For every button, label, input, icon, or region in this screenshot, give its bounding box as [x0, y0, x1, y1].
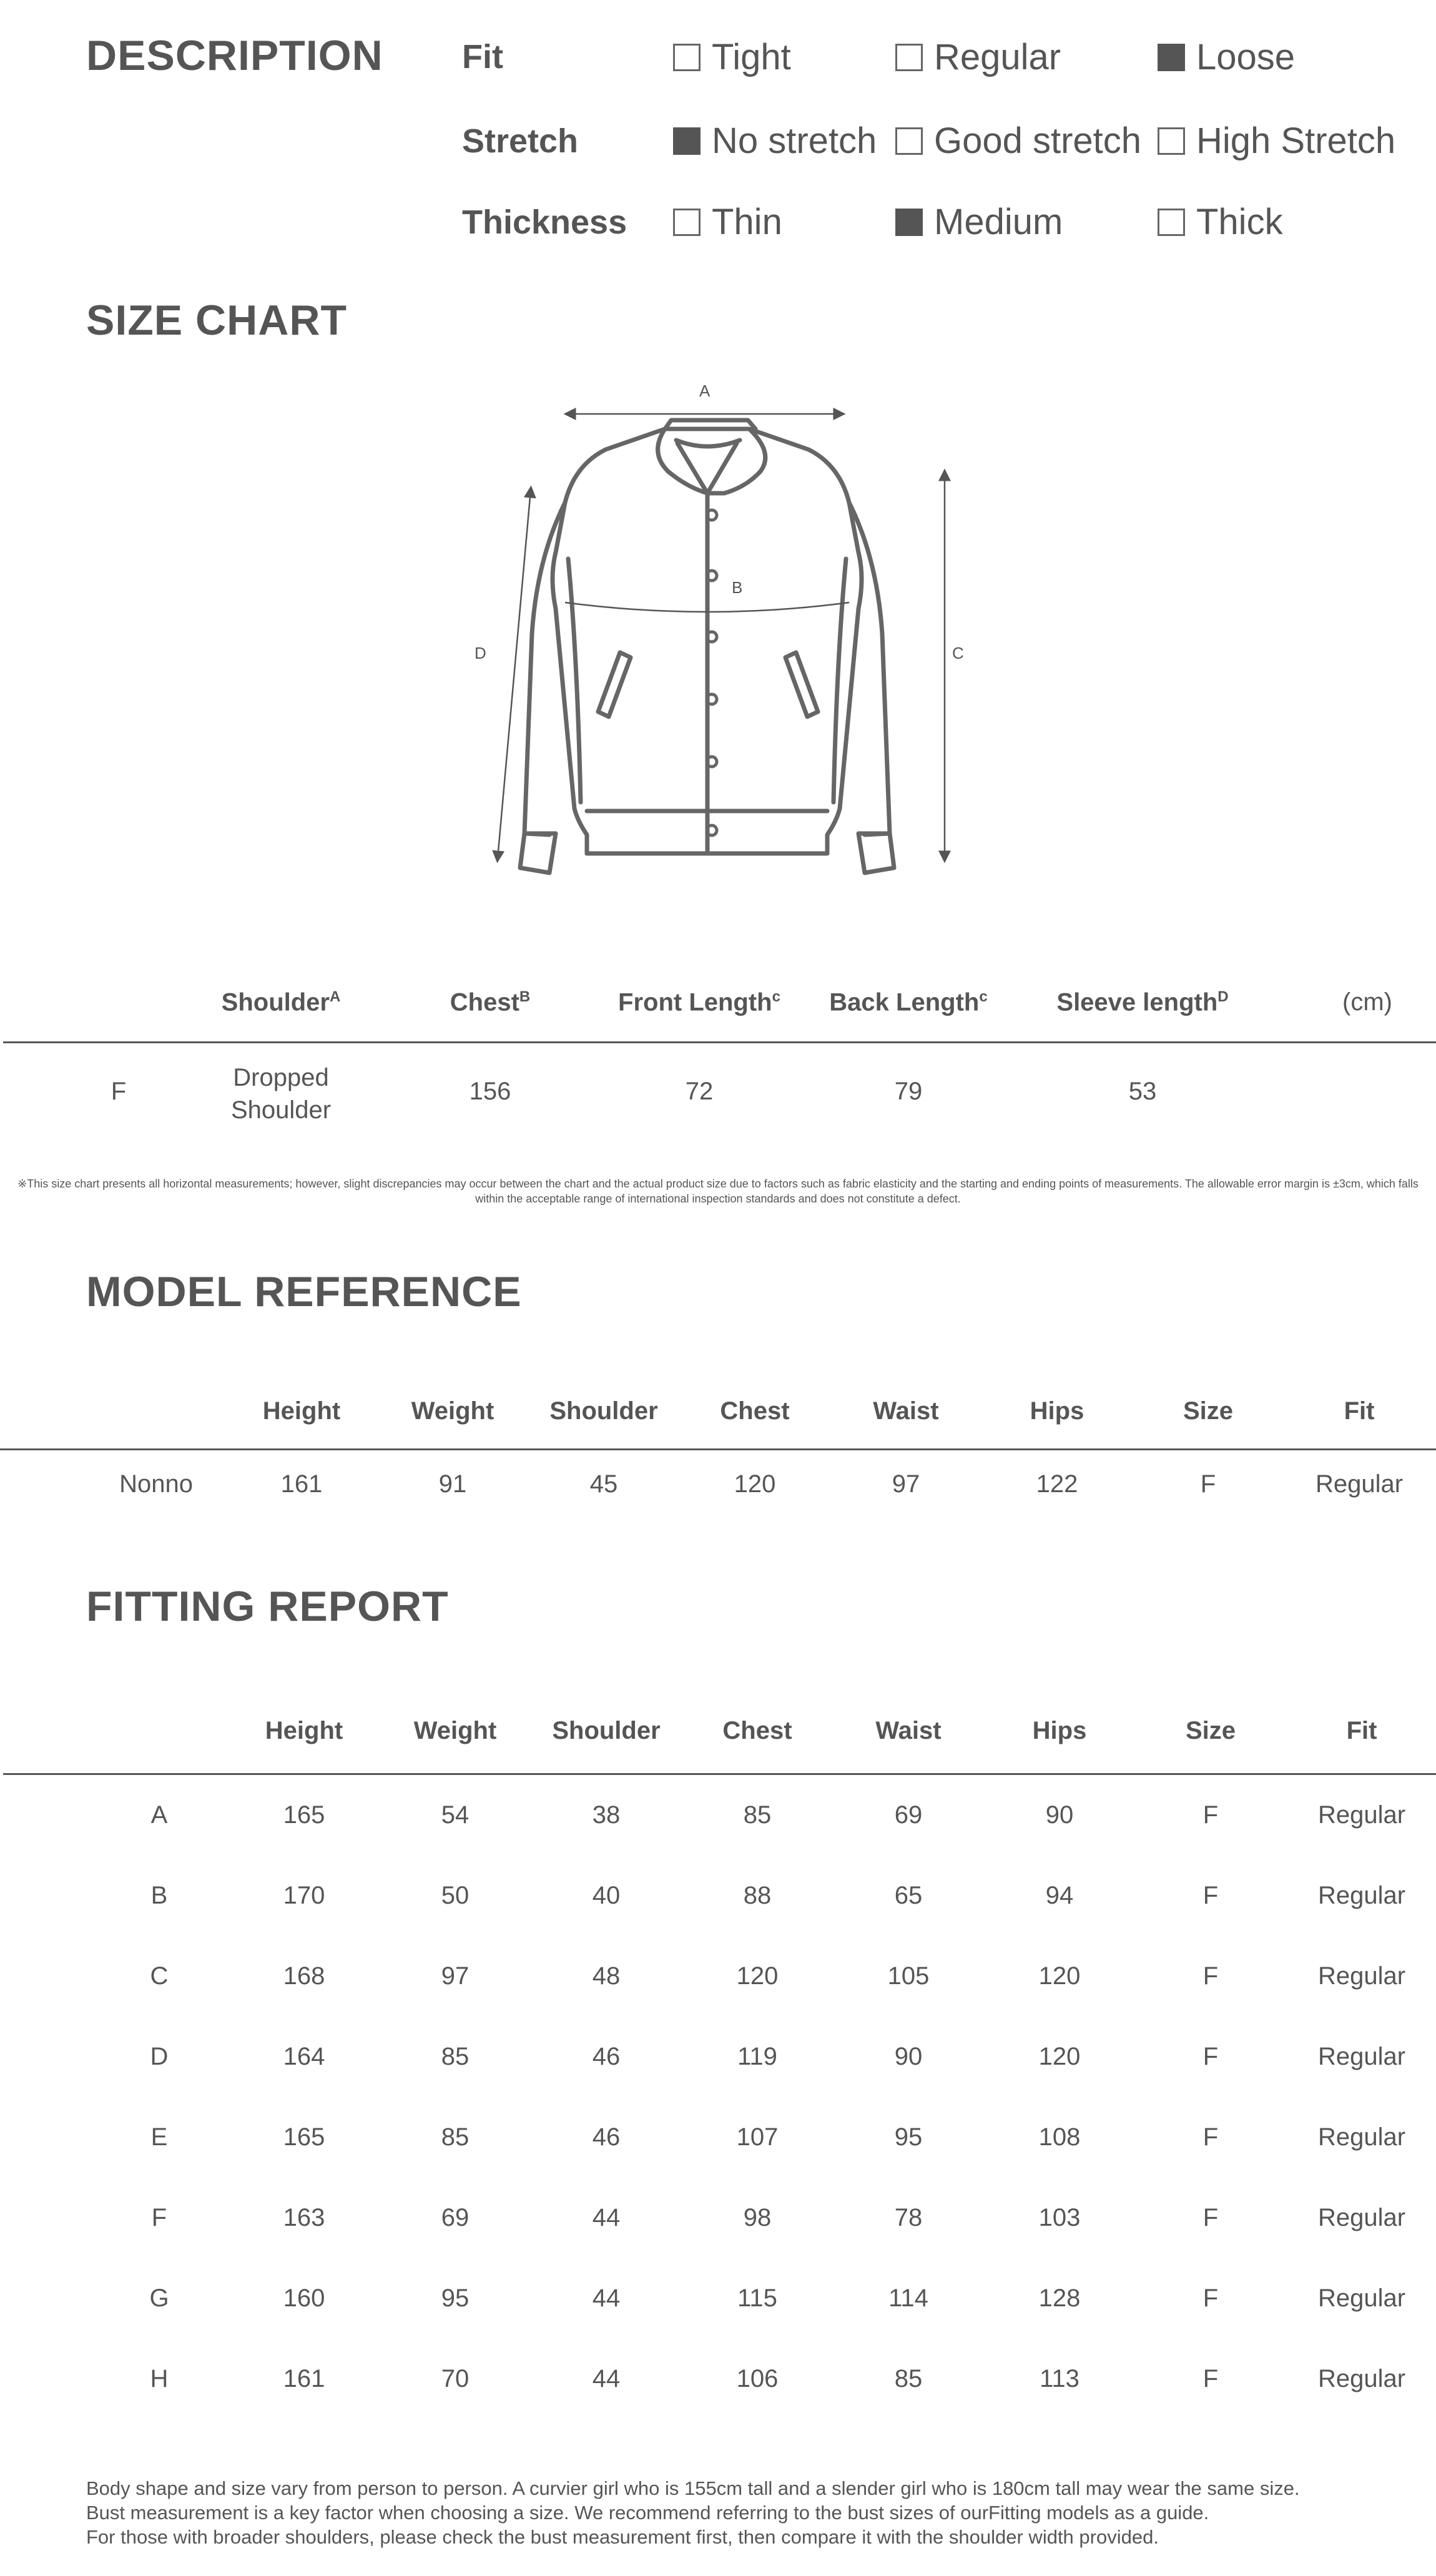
table-cell: 119: [737, 2043, 777, 2070]
table-cell: F: [1202, 2123, 1219, 2151]
table-cell: 97: [441, 1962, 470, 1990]
table-cell: 103: [1038, 2204, 1081, 2231]
table-cell: 113: [1040, 2365, 1079, 2392]
table-cell: 70: [441, 2365, 470, 2392]
table-cell: F: [1202, 2365, 1219, 2392]
table-cell: F: [1202, 2043, 1219, 2070]
table-cell: 98: [743, 2204, 772, 2231]
table-cell: Regular: [1317, 2204, 1406, 2231]
back-length-cell: 79: [894, 1078, 923, 1105]
table-cell: 160: [283, 2284, 325, 2312]
fit-option-loose[interactable]: [1158, 36, 1295, 78]
table-cell: 114: [888, 2284, 928, 2312]
table-cell: 44: [592, 2204, 621, 2231]
diagram-label-d: D: [475, 644, 486, 662]
chest-cell: 156: [469, 1078, 511, 1105]
header-back-length: Back Length$^c$: [829, 988, 988, 1016]
model-hips-cell: 122: [1036, 1470, 1078, 1498]
table-cell: 85: [441, 2123, 470, 2151]
table-cell: Regular: [1317, 1882, 1406, 1909]
checkbox-icon: [673, 209, 701, 236]
header-shoulder: Shoulder: [549, 1397, 658, 1425]
shoulder-line2: Shoulder: [230, 1096, 332, 1124]
table-cell: 38: [592, 1801, 621, 1829]
unit-label: (cm): [1342, 988, 1392, 1016]
stretch-option-good-stretch[interactable]: [895, 120, 1141, 162]
header-chest: Chest: [720, 1397, 790, 1425]
tester-name-cell: A: [150, 1801, 168, 1829]
jacket-diagram-icon: [462, 371, 974, 890]
table-cell: 108: [1038, 2123, 1081, 2151]
diagram-label-c: C: [952, 644, 964, 662]
table-cell: 165: [283, 2123, 325, 2151]
option-label: Good stretch: [934, 120, 1142, 161]
table-cell: F: [1202, 2284, 1219, 2312]
table-cell: 85: [894, 2365, 923, 2392]
thickness-option-medium[interactable]: [895, 201, 1063, 243]
table-cell: 88: [743, 1882, 772, 1909]
model-shoulder-cell: 45: [589, 1470, 618, 1498]
option-label: No stretch: [712, 120, 877, 161]
model-fit-cell: Regular: [1315, 1470, 1404, 1498]
model-name-cell: Nonno: [119, 1470, 193, 1498]
header-front-length: Front Length$^c$: [618, 988, 780, 1016]
tester-name-cell: B: [150, 1882, 168, 1909]
table-cell: F: [1202, 1882, 1219, 1909]
option-label: Thick: [1196, 202, 1283, 242]
table-cell: 78: [894, 2204, 923, 2231]
header-height: Height: [265, 1717, 343, 1744]
table-cell: 90: [894, 2043, 923, 2070]
model-reference-title: MODEL REFERENCE: [86, 1268, 522, 1315]
table-cell: 69: [441, 2204, 470, 2231]
table-cell: Regular: [1317, 1801, 1406, 1829]
checkbox-checked-icon: [895, 209, 923, 236]
table-cell: 165: [283, 1801, 325, 1829]
header-hips: Hips: [1030, 1397, 1084, 1425]
thickness-option-thin[interactable]: [673, 201, 782, 243]
tester-name-cell: E: [150, 2123, 168, 2151]
table-cell: F: [1202, 1801, 1219, 1829]
footer-note: [86, 2476, 1300, 2549]
table-cell: Regular: [1317, 2123, 1406, 2151]
size-chart-title: SIZE CHART: [86, 297, 347, 344]
header-hips: Hips: [1032, 1717, 1087, 1744]
header-shoulder: Shoulder$^A$: [221, 988, 341, 1016]
table-divider: [3, 1773, 1436, 1775]
checkbox-icon: [673, 44, 701, 71]
checkbox-icon: [1158, 127, 1185, 155]
model-weight-cell: 91: [438, 1470, 467, 1498]
table-cell: 115: [737, 2284, 777, 2312]
checkbox-checked-icon: [1158, 44, 1185, 71]
table-cell: 170: [283, 1882, 325, 1909]
header-fit: Fit: [1346, 1717, 1377, 1744]
model-chest-cell: 120: [734, 1470, 776, 1498]
header-weight: Weight: [413, 1717, 497, 1744]
header-fit: Fit: [1344, 1397, 1375, 1425]
table-cell: 69: [894, 1801, 923, 1829]
footer-line-3: For those with broader shoulders, please check the bust measurement first, then compare it with the shoulder width provided.: [86, 2526, 1159, 2548]
header-chest: Chest$^B$: [450, 988, 531, 1016]
table-divider: [3, 1041, 1436, 1043]
fit-option-regular[interactable]: [895, 36, 1061, 78]
diagram-label-a: A: [699, 381, 711, 400]
option-label: Medium: [934, 202, 1063, 242]
table-cell: 128: [1038, 2284, 1081, 2312]
table-cell: 90: [1045, 1801, 1074, 1829]
header-weight: Weight: [411, 1397, 494, 1425]
stretch-option-high-stretch[interactable]: [1158, 120, 1395, 162]
option-label: Tight: [712, 37, 791, 77]
header-height: Height: [262, 1397, 341, 1425]
thickness-option-thick[interactable]: [1158, 201, 1283, 243]
diagram-label-b: B: [732, 578, 743, 597]
table-cell: 46: [592, 2123, 621, 2151]
table-cell: 54: [441, 1801, 470, 1829]
tester-name-cell: H: [150, 2365, 169, 2392]
header-size: Size: [1185, 1717, 1236, 1744]
tester-name-cell: C: [150, 1962, 169, 1990]
table-cell: F: [1202, 1962, 1219, 1990]
footer-line-1: Body shape and size vary from person to person. A curvier girl who is 155cm tall and a slender girl who is 180cm tall may wear the same size.: [86, 2477, 1300, 2499]
option-label: Loose: [1196, 37, 1296, 77]
fitting-report-title: FITTING REPORT: [86, 1583, 449, 1630]
table-cell: Regular: [1317, 2284, 1406, 2312]
model-size-cell: F: [1200, 1470, 1216, 1498]
stretch-option-no-stretch[interactable]: [673, 120, 877, 162]
table-cell: Regular: [1317, 1962, 1406, 1990]
fit-label: Fit: [462, 38, 503, 76]
checkbox-icon: [895, 44, 923, 71]
tester-name-cell: F: [151, 2204, 167, 2231]
header-waist: Waist: [873, 1397, 939, 1425]
header-size: Size: [1183, 1397, 1234, 1425]
table-cell: 106: [736, 2365, 779, 2392]
size-cell: F: [111, 1078, 127, 1105]
table-cell: 46: [592, 2043, 621, 2070]
model-waist-cell: 97: [892, 1470, 920, 1498]
checkbox-icon: [1158, 209, 1185, 236]
checkbox-checked-icon: [673, 127, 701, 155]
table-cell: 48: [592, 1962, 621, 1990]
shoulder-line1: Dropped: [233, 1064, 329, 1091]
table-cell: Regular: [1317, 2043, 1406, 2070]
table-cell: 168: [283, 1962, 325, 1990]
table-cell: 120: [736, 1962, 779, 1990]
shoulder-cell: [187, 1061, 375, 1126]
sleeve-length-cell: 53: [1128, 1078, 1157, 1105]
table-cell: 95: [441, 2284, 470, 2312]
table-cell: 85: [441, 2043, 470, 2070]
table-cell: 44: [592, 2365, 621, 2392]
table-cell: Regular: [1317, 2365, 1406, 2392]
description-title: DESCRIPTION: [86, 32, 383, 79]
tester-name-cell: G: [149, 2284, 169, 2312]
header-shoulder: Shoulder: [552, 1717, 661, 1744]
option-label: Thin: [712, 202, 782, 242]
footer-line-2: Bust measurement is a key factor when choosing a size. We recommend referring to the bust sizes of ourFitting models as a guide.: [86, 2502, 1209, 2524]
table-cell: 40: [592, 1882, 621, 1909]
table-cell: 94: [1045, 1882, 1074, 1909]
option-label: High Stretch: [1196, 120, 1396, 161]
table-cell: 44: [592, 2284, 621, 2312]
table-cell: 161: [283, 2365, 325, 2392]
fit-option-tight[interactable]: [673, 36, 791, 78]
table-cell: 107: [736, 2123, 779, 2151]
table-cell: 163: [283, 2204, 325, 2231]
model-height-cell: 161: [280, 1470, 323, 1498]
header-chest: Chest: [722, 1717, 792, 1744]
front-length-cell: 72: [685, 1078, 714, 1105]
table-cell: 164: [283, 2043, 325, 2070]
header-sleeve-length: Sleeve length$^D$: [1056, 988, 1229, 1016]
tester-name-cell: D: [150, 2043, 169, 2070]
table-cell: 65: [894, 1882, 923, 1909]
table-cell: 120: [1038, 2043, 1081, 2070]
table-cell: F: [1202, 2204, 1219, 2231]
thickness-label: Thickness: [462, 204, 627, 241]
stretch-label: Stretch: [462, 122, 579, 160]
table-cell: 120: [1038, 1962, 1081, 1990]
table-divider: [0, 1448, 1436, 1450]
checkbox-icon: [895, 127, 923, 155]
option-label: Regular: [934, 37, 1061, 77]
table-cell: 95: [894, 2123, 923, 2151]
table-cell: 85: [743, 1801, 772, 1829]
table-cell: 50: [441, 1882, 470, 1909]
table-cell: 105: [887, 1962, 930, 1990]
header-waist: Waist: [875, 1717, 942, 1744]
size-chart-note: ※This size chart presents all horizontal measurements; however, slight discrepancies may occur between the chart and the actual product size due to factors such as fabric elasticity and the starting and ending points of measurements. The allowable error margin is ±3cm, which falls within the acceptable range of international inspection standards and does not constitute a defect.: [17, 1177, 1419, 1205]
